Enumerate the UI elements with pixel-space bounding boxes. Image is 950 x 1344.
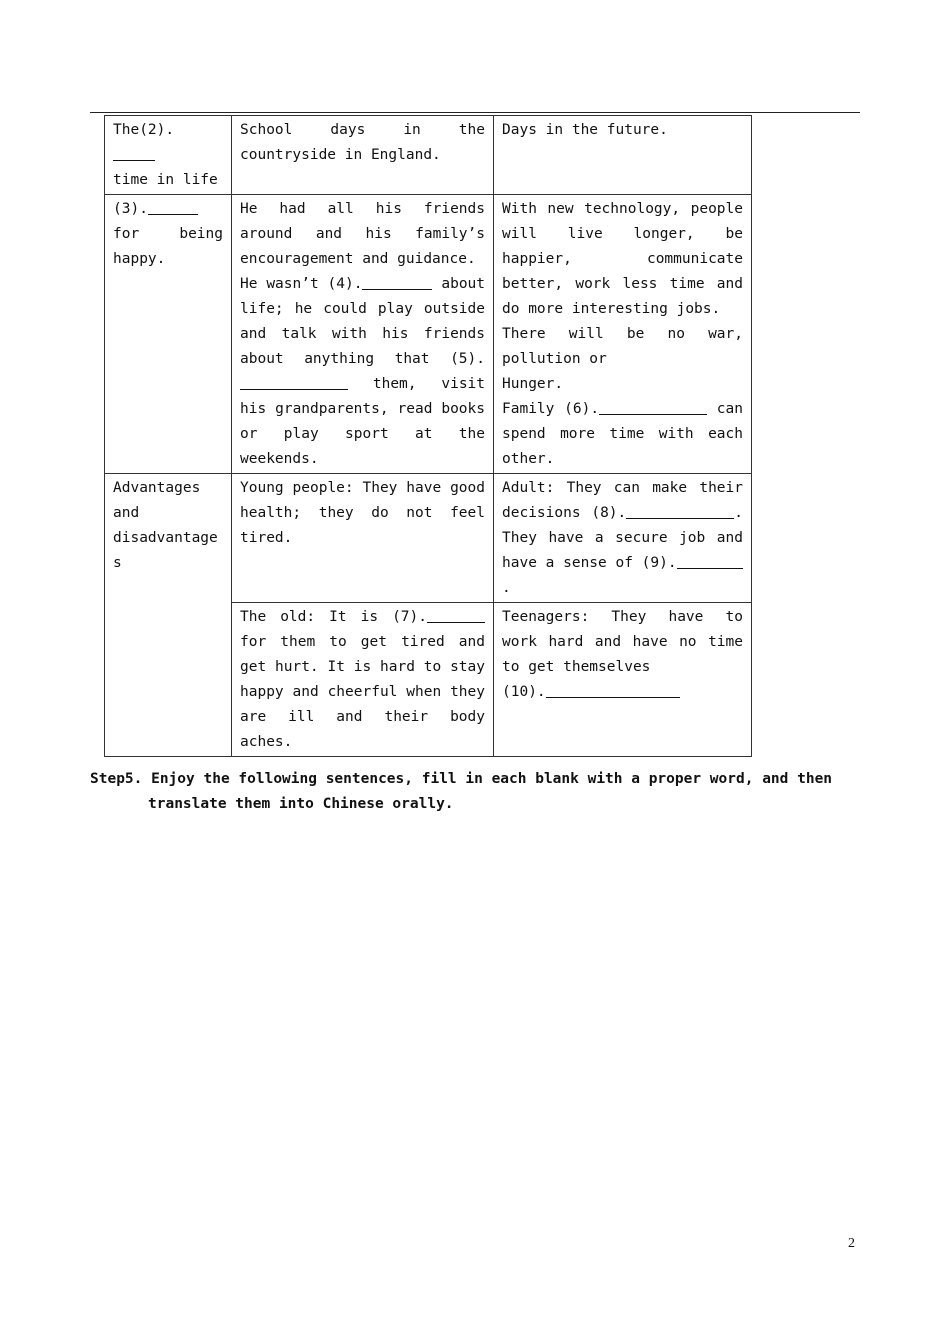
page-number: 2 (848, 1236, 855, 1251)
cell-text: Days in the future. (502, 122, 668, 138)
cell-text: School days in the countryside in England. (240, 122, 485, 163)
cell-text: (10). (502, 684, 546, 700)
cell-text: (3). (113, 201, 148, 217)
blank-6[interactable] (599, 398, 707, 415)
cell-text: Teenagers: They have to work hard and have no time to get themselves (502, 609, 743, 675)
cell-text: time in life (113, 172, 218, 188)
blank-2[interactable] (113, 144, 155, 161)
cell-text: They have a secure job and have a sense of (9). (502, 530, 743, 571)
cell-text: Family (6). (502, 401, 600, 417)
step5-instructions (90, 767, 860, 817)
worksheet-table (104, 115, 752, 757)
table-cell (232, 603, 494, 757)
blank-5[interactable] (240, 373, 348, 390)
table-cell (494, 195, 752, 474)
blank-8[interactable] (626, 502, 734, 519)
cell-text: can spend more time with each other. (502, 401, 743, 467)
cell-text: . (734, 505, 743, 521)
table-cell (105, 474, 232, 757)
cell-text: The(2). (113, 122, 175, 138)
cell-text: He wasn’t (4). (240, 276, 363, 292)
table-row (105, 195, 752, 474)
table-cell (232, 116, 494, 195)
header-rule (90, 112, 860, 113)
blank-9[interactable] (677, 552, 743, 569)
table-cell (232, 474, 494, 603)
cell-text: Young people: They have good health; they do not feel tired. (240, 480, 485, 546)
blank-4[interactable] (362, 273, 432, 290)
cell-text: about life; he could play outside and talk with his friends about anything that (5). (240, 276, 486, 367)
table-cell (105, 116, 232, 195)
blank-7[interactable] (427, 606, 485, 623)
cell-text: for being happy. (113, 226, 223, 267)
cell-text: Hunger. (502, 376, 564, 392)
step5-line-1: Step5. Enjoy the following sentences, fill in each blank with a proper word, and then (90, 771, 833, 787)
blank-3[interactable] (148, 198, 198, 215)
table-cell (494, 603, 752, 757)
table-row (105, 116, 752, 195)
table-cell (105, 195, 232, 474)
cell-text: Adult: They can make their decisions (8). (502, 480, 743, 521)
table-cell (232, 195, 494, 474)
table-row (105, 474, 752, 603)
cell-text: Advantages and disadvantages (113, 480, 218, 571)
cell-text: them, visit his grandparents, read books or play sport at the weekends. (240, 376, 486, 467)
cell-text: The old: It is (7). (240, 609, 427, 625)
cell-text: With new technology, people will live longer, be happier, communicate better, work less time and do more interesting jobs. (502, 201, 743, 317)
cell-text: There will be no war, pollution or (502, 326, 743, 367)
cell-text: He had all his friends around and his family’s encouragement and guidance. (240, 201, 485, 267)
blank-10[interactable] (546, 681, 680, 698)
table-cell (494, 116, 752, 195)
cell-text: . (502, 580, 511, 596)
step5-line-2: translate them into Chinese orally. (148, 796, 454, 812)
cell-text: for them to get tired and get hurt. It is hard to stay happy and cheerful when they are ill and their body aches. (240, 634, 485, 750)
table-cell (494, 474, 752, 603)
